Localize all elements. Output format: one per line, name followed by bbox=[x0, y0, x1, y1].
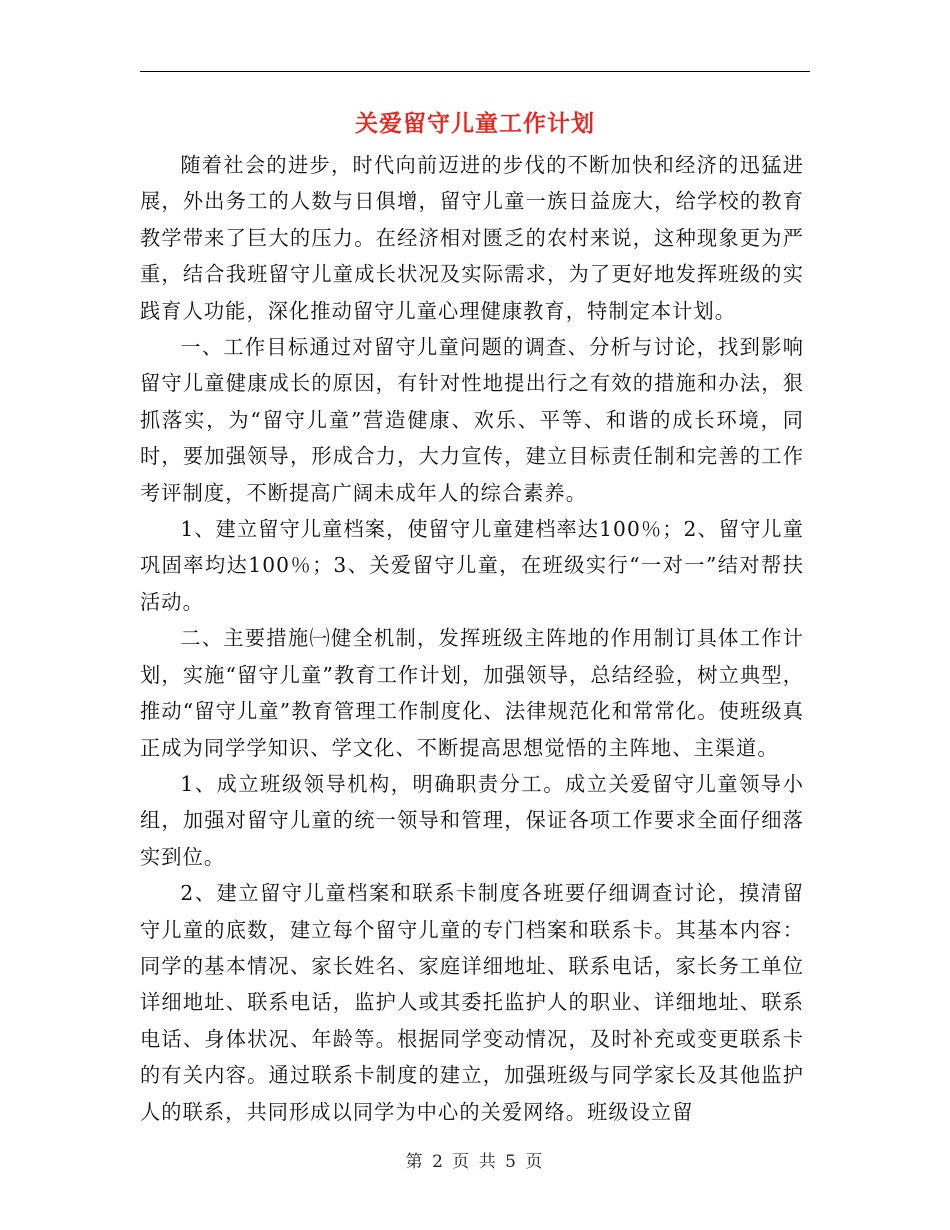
paragraph-goals: 一、工作目标通过对留守儿童问题的调查、分析与讨论，找到影响留守儿童健康成长的原因，有针对性地提出行之有效的措施和办法，狠抓落实，为“留守儿童”营造健康、欢乐、平等、和谐的成长环境，同时，要加强领导，形成合力，大力宣传，建立目标责任制和完善的工作考评制度，不断提高广阔未成年人的综合素养。 bbox=[140, 335, 804, 505]
paragraph-intro: 随着社会的进步，时代向前迈进的步伐的不断加快和经济的迅猛进展，外出务工的人数与日俱增，留守儿童一族日益庞大，给学校的教育教学带来了巨大的压力。在经济相对匮乏的农村来说，这种现象更为严重，结合我班留守儿童成长状况及实际需求，为了更好地发挥班级的实践育人功能，深化推动留守儿童心理健康教育，特制定本计划。 bbox=[140, 153, 804, 323]
document-title: 关爱留守儿童工作计划 bbox=[355, 110, 595, 137]
header-rule bbox=[140, 71, 810, 72]
page-number: 第 2 页 共 5 页 bbox=[405, 1152, 545, 1172]
paragraph-targets: 1、建立留守儿童档案，使留守儿童建档率达100％；2、留守儿童巩固率均达100％；3、关爱留守儿童，在班级实行“一对一”结对帮扶活动。 bbox=[140, 517, 804, 614]
document-body bbox=[140, 147, 804, 1130]
paragraph-measures: 二、主要措施㈠健全机制，发挥班级主阵地的作用制订具体工作计划，实施“留守儿童”教育工作计划，加强领导，总结经验，树立典型，推动“留守儿童”教育管理工作制度化、法律规范化和常常化。使班级真正成为同学学知识、学文化、不断提高思想觉悟的主阵地、主渠道。 bbox=[140, 626, 804, 760]
paragraph-leadership: 1、成立班级领导机构，明确职责分工。成立关爱留守儿童领导小组，加强对留守儿童的统一领导和管理，保证各项工作要求全面仔细落实到位。 bbox=[140, 771, 804, 869]
paragraph-archives: 2、建立留守儿童档案和联系卡制度各班要仔细调查讨论，摸清留守儿童的底数，建立每个留守儿童的专门档案和联系卡。其基本内容：同学的基本情况、家长姓名、家庭详细地址、联系电话，家长务工单位详细地址、联系电话，监护人或其委托监护人的职业、详细地址、联系电话、身体状况、年龄等。根据同学变动情况，及时补充或变更联系卡的有关内容。通过联系卡制度的建立，加强班级与同学家长及其他监护人的联系，共同形成以同学为中心的关爱网络。班级设立留 bbox=[140, 881, 804, 1124]
